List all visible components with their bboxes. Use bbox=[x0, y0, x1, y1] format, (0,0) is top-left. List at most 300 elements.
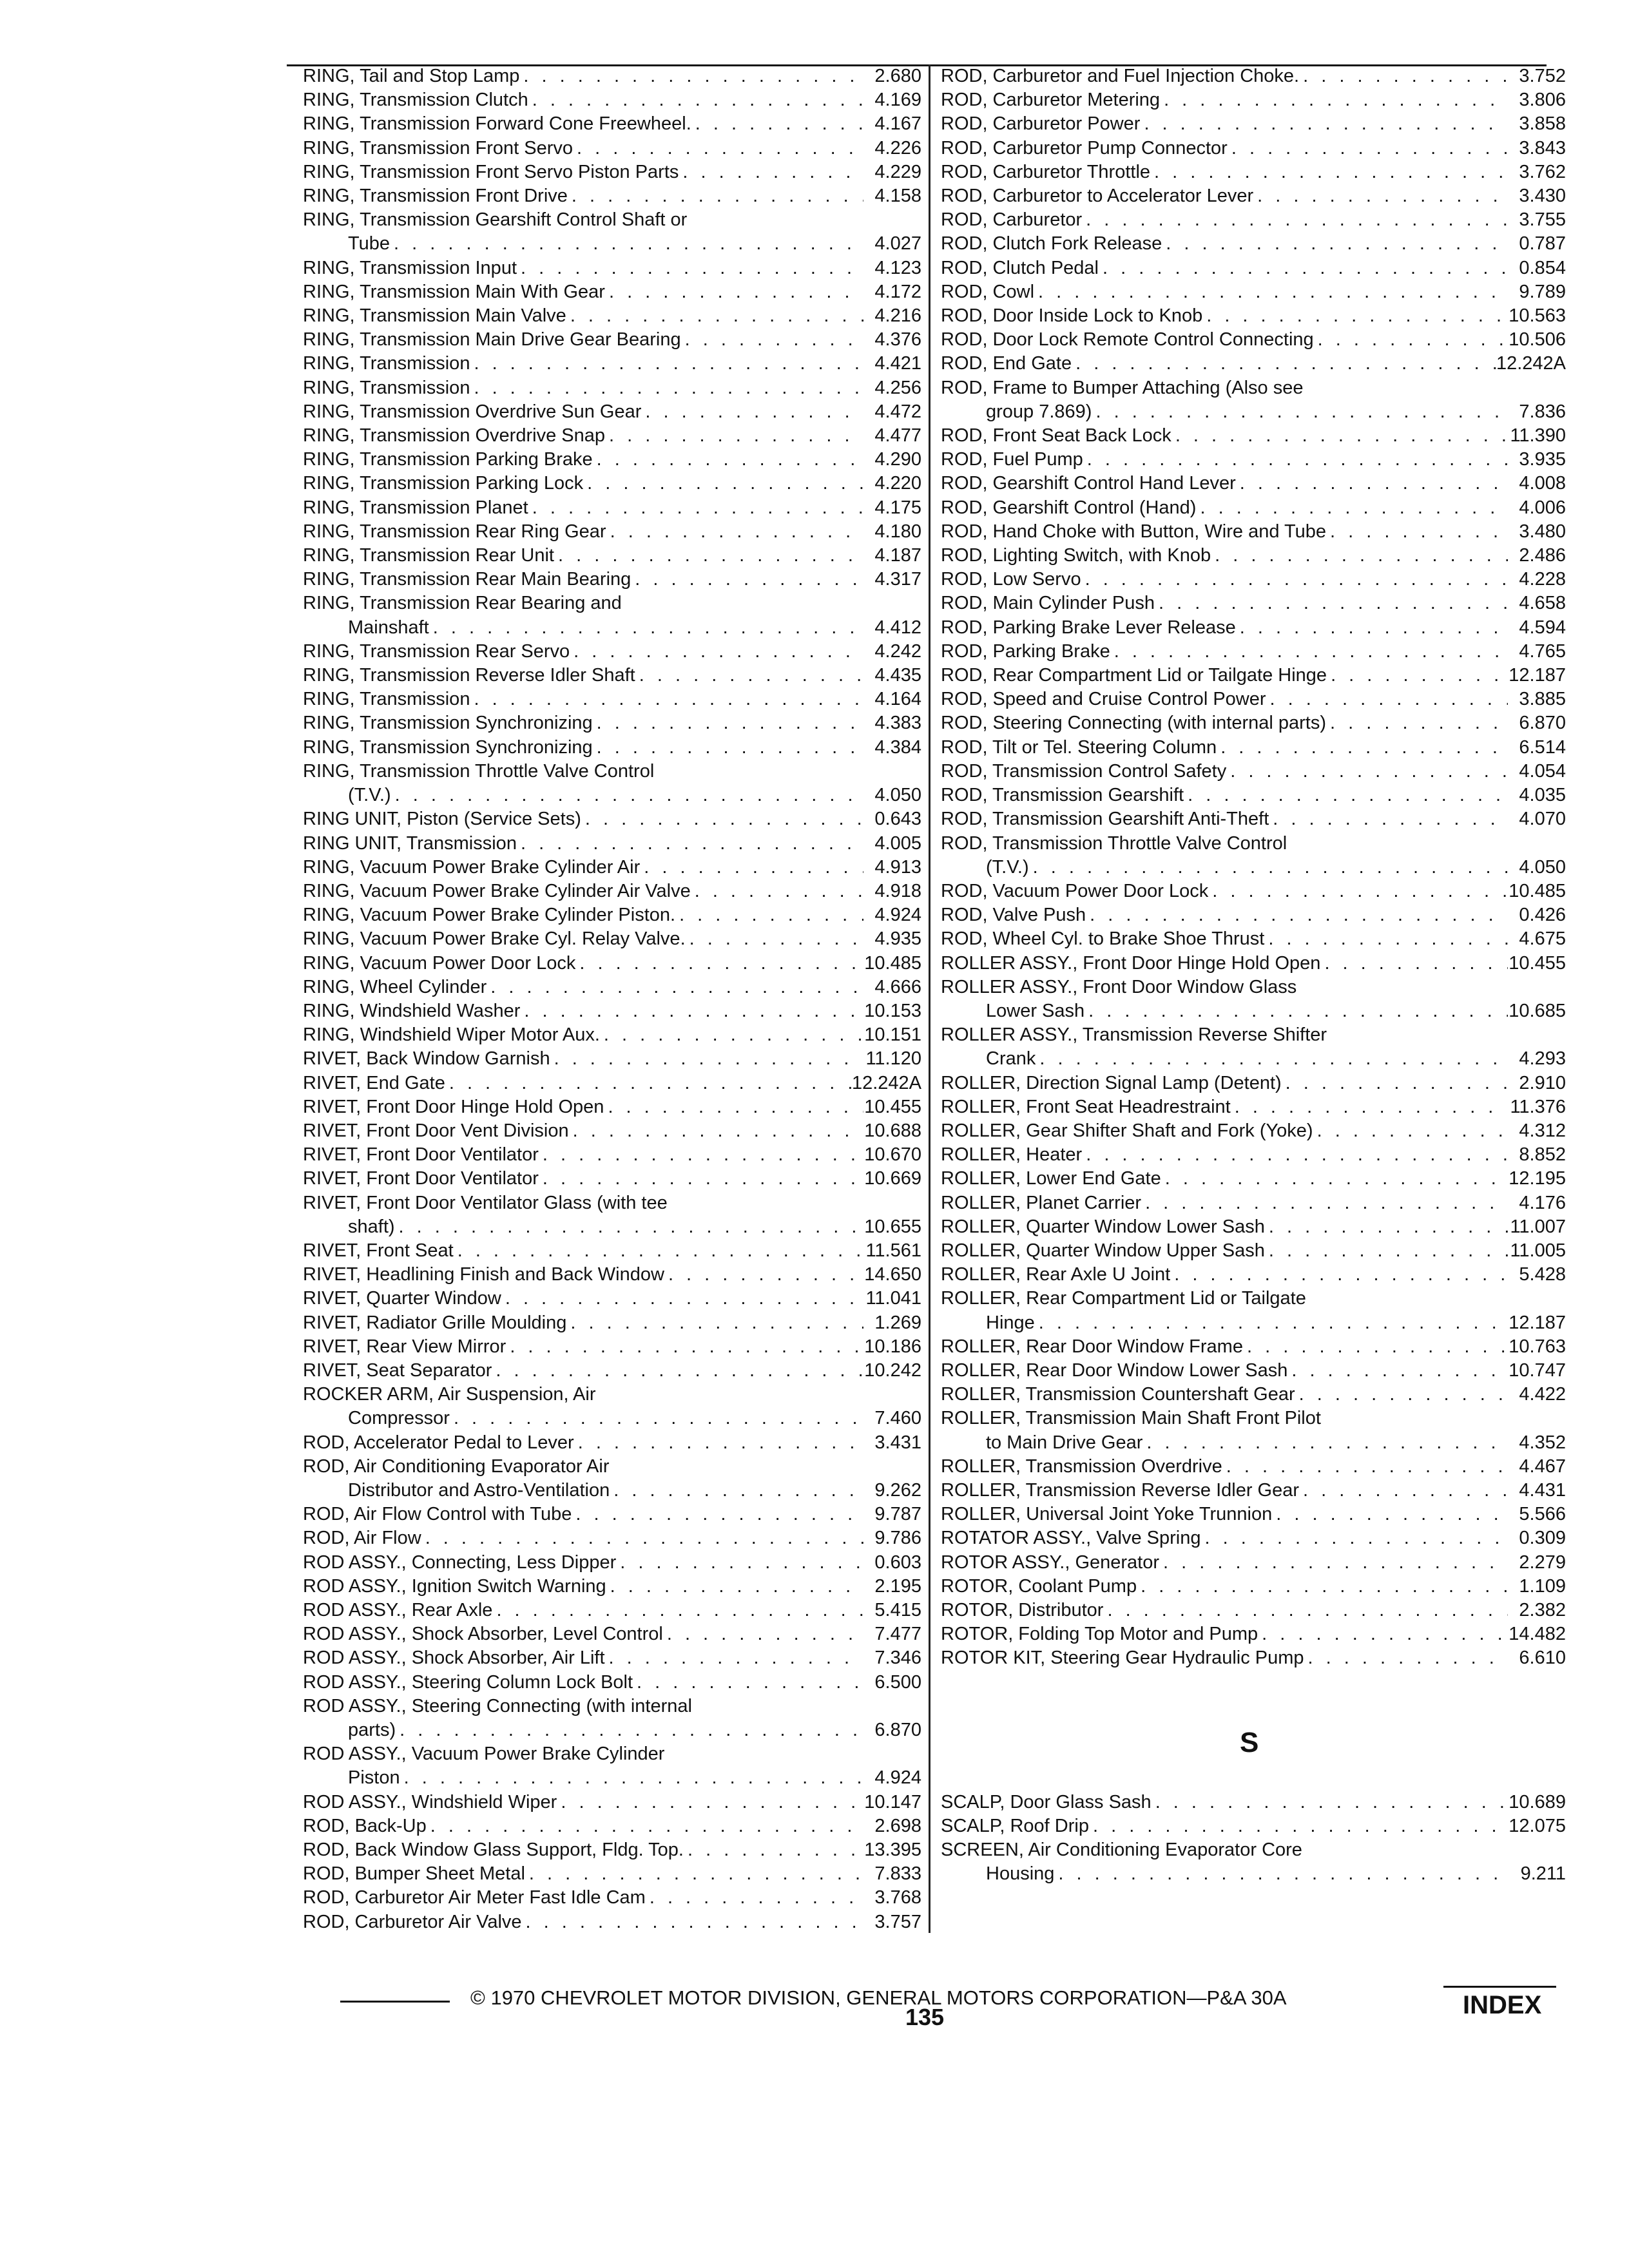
entry-text: RING, Transmission Planet bbox=[303, 497, 528, 518]
group-number: 10.455 bbox=[1509, 952, 1566, 974]
index-entry bbox=[303, 352, 921, 376]
group-number: 4.352 bbox=[1519, 1432, 1566, 1453]
entry-text: ROD, Speed and Cruise Control Power bbox=[941, 689, 1266, 710]
group-number: 5.415 bbox=[874, 1600, 921, 1620]
leader-dots bbox=[574, 1431, 863, 1455]
group-number: 6.514 bbox=[1519, 736, 1566, 758]
entry-text: RIVET, Headlining Finish and Back Window bbox=[303, 1264, 664, 1285]
entry-text: ROTOR, Distributor bbox=[941, 1600, 1104, 1620]
leader-dots bbox=[1110, 640, 1508, 664]
group-number: 4.226 bbox=[874, 137, 921, 159]
index-entry bbox=[941, 736, 1566, 760]
entry-text: RIVET, Seat Separator bbox=[303, 1360, 492, 1381]
group-number: 4.158 bbox=[874, 186, 921, 207]
leader-dots bbox=[395, 1215, 863, 1239]
group-number: 0.309 bbox=[1519, 1528, 1566, 1549]
leader-dots bbox=[1282, 1072, 1508, 1095]
entry-text: ROD, Transmission Gearshift bbox=[941, 785, 1184, 806]
index-entry bbox=[303, 184, 921, 208]
left-column bbox=[303, 64, 921, 1934]
leader-dots bbox=[572, 1503, 863, 1526]
leader-dots bbox=[1054, 1862, 1508, 1886]
index-entry bbox=[303, 64, 921, 88]
leader-dots bbox=[1326, 520, 1508, 544]
entry-text: RING, Transmission Front Servo Piston Parts bbox=[303, 161, 679, 182]
index-entry bbox=[303, 496, 921, 520]
index-entry bbox=[941, 1646, 1566, 1670]
group-number: 5.428 bbox=[1519, 1264, 1566, 1285]
group-number: 2.195 bbox=[874, 1575, 921, 1597]
entry-text: ROD, Front Seat Back Lock bbox=[941, 425, 1171, 447]
entry-continuation: group 7.869) bbox=[986, 401, 1092, 422]
entry-text: SCALP, Door Glass Sash bbox=[941, 1791, 1152, 1812]
group-number: 10.669 bbox=[864, 1168, 921, 1189]
entry-text: ROLLER, Gear Shifter Shaft and Fork (Yoke) bbox=[941, 1120, 1313, 1141]
index-label: INDEX bbox=[1463, 1991, 1542, 2019]
entry-text: ROLLER, Rear Door Window Frame bbox=[941, 1336, 1243, 1357]
entry-text: ROD ASSY., Shock Absorber, Air Lift bbox=[303, 1648, 605, 1669]
leader-dots bbox=[570, 640, 863, 664]
index-entry bbox=[941, 160, 1566, 184]
leader-dots bbox=[1314, 328, 1508, 352]
entry-text: RING, Transmission Main With Gear bbox=[303, 281, 605, 302]
leader-dots bbox=[1137, 1575, 1508, 1599]
index-entry bbox=[941, 616, 1566, 640]
group-number: 4.175 bbox=[874, 497, 921, 518]
entry-text: ROD, Main Cylinder Push bbox=[941, 593, 1155, 614]
entry-text: ROD, Parking Brake bbox=[941, 640, 1110, 662]
index-entry bbox=[941, 1095, 1566, 1119]
leader-dots bbox=[569, 1119, 863, 1143]
group-number: 9.211 bbox=[1520, 1863, 1566, 1885]
index-entry bbox=[303, 1431, 921, 1455]
leader-dots bbox=[1327, 664, 1508, 687]
entry-text: ROLLER, Rear Compartment Lid or Tailgate bbox=[941, 1288, 1306, 1309]
group-number: 3.431 bbox=[874, 1432, 921, 1453]
index-entry bbox=[303, 1599, 921, 1622]
index-entry bbox=[303, 999, 921, 1023]
index-entry bbox=[303, 256, 921, 280]
entry-text: ROTOR, Coolant Pump bbox=[941, 1575, 1137, 1597]
leader-dots bbox=[1155, 591, 1508, 615]
group-number: 4.229 bbox=[874, 161, 921, 182]
group-number: 4.008 bbox=[1519, 473, 1566, 494]
entry-text: ROD, Rear Compartment Lid or Tailgate Hinge bbox=[941, 665, 1327, 686]
index-entry bbox=[303, 832, 921, 856]
leader-dots bbox=[1161, 1167, 1508, 1191]
entry-text: ROD, Vacuum Power Door Lock bbox=[941, 880, 1209, 901]
leader-dots bbox=[646, 1886, 863, 1910]
leader-dots bbox=[1228, 137, 1508, 160]
leader-dots bbox=[605, 424, 863, 448]
leader-dots bbox=[396, 1718, 863, 1742]
entry-text: RING, Vacuum Power Door Lock bbox=[303, 952, 576, 974]
group-number: 7.460 bbox=[874, 1408, 921, 1429]
group-number: 6.870 bbox=[874, 1720, 921, 1741]
entry-text: ROD, Carburetor Pump Connector bbox=[941, 137, 1228, 159]
leader-dots bbox=[1081, 568, 1508, 591]
index-entry bbox=[303, 1551, 921, 1575]
leader-dots bbox=[604, 1095, 863, 1119]
entry-text: RING, Wheel Cylinder bbox=[303, 976, 487, 997]
leader-dots bbox=[1243, 1335, 1508, 1359]
leader-dots bbox=[470, 376, 863, 400]
leader-dots bbox=[633, 1671, 863, 1695]
leader-dots bbox=[575, 952, 863, 975]
leader-dots bbox=[1171, 424, 1508, 448]
group-number: 4.924 bbox=[874, 1767, 921, 1789]
index-entry bbox=[941, 1838, 1566, 1886]
index-entry bbox=[303, 88, 921, 112]
leader-dots bbox=[631, 568, 863, 591]
group-number: 10.242 bbox=[864, 1360, 921, 1381]
entry-text: ROD, Air Flow Control with Tube bbox=[303, 1504, 572, 1525]
entry-text: ROLLER, Direction Signal Lamp (Detent) bbox=[941, 1072, 1282, 1093]
group-number: 4.220 bbox=[874, 473, 921, 494]
group-number: 1.109 bbox=[1519, 1575, 1566, 1597]
index-entry bbox=[303, 376, 921, 400]
entry-text: ROD, Air Flow bbox=[303, 1528, 421, 1549]
group-number: 11.007 bbox=[1510, 1216, 1566, 1237]
group-number: 4.435 bbox=[874, 665, 921, 686]
entry-text: ROD ASSY., Ignition Switch Warning bbox=[303, 1575, 606, 1597]
leader-dots bbox=[429, 616, 863, 640]
index-entry bbox=[303, 1263, 921, 1287]
entry-text: ROLLER, Transmission Reverse Idler Gear bbox=[941, 1479, 1300, 1501]
index-entry bbox=[941, 1143, 1566, 1167]
group-number: 4.317 bbox=[874, 569, 921, 590]
entry-text: ROD, Transmission Control Safety bbox=[941, 760, 1227, 782]
group-number: 10.655 bbox=[864, 1216, 921, 1237]
entry-text: ROLLER, Heater bbox=[941, 1144, 1083, 1166]
group-number: 9.262 bbox=[874, 1479, 921, 1501]
index-entry bbox=[941, 687, 1566, 711]
entry-text: SCALP, Roof Drip bbox=[941, 1815, 1089, 1836]
index-entry bbox=[941, 640, 1566, 664]
index-entry bbox=[303, 1335, 921, 1359]
group-number: 4.376 bbox=[874, 329, 921, 351]
index-entry bbox=[941, 1287, 1566, 1334]
entry-text: ROD, Parking Brake Lever Release bbox=[941, 617, 1236, 638]
index-entry bbox=[303, 1575, 921, 1599]
copyright-notice: © 1970 CHEVROLET MOTOR DIVISION, GENERAL MOTORS CORPORATION—P&A 30A bbox=[470, 1986, 1287, 2009]
group-number: 3.806 bbox=[1519, 90, 1566, 111]
leader-dots bbox=[581, 807, 863, 831]
entry-text: ROD ASSY., Vacuum Power Brake Cylinder bbox=[303, 1744, 665, 1765]
entry-text: ROD ASSY., Windshield Wiper bbox=[303, 1791, 557, 1812]
group-number: 13.395 bbox=[864, 1840, 921, 1861]
group-number: 3.843 bbox=[1519, 137, 1566, 159]
spacer bbox=[941, 1766, 1566, 1790]
index-entry bbox=[941, 1526, 1566, 1550]
index-entry bbox=[941, 256, 1566, 280]
entry-text: ROD, Cowl bbox=[941, 281, 1035, 302]
entry-text: RIVET, Front Seat bbox=[303, 1240, 454, 1261]
leader-dots bbox=[1036, 1047, 1508, 1071]
entry-text: RING, Transmission Reverse Idler Shaft bbox=[303, 665, 635, 686]
leader-dots bbox=[616, 1551, 863, 1575]
group-number: 4.383 bbox=[874, 713, 921, 734]
entry-text: ROD, Accelerator Pedal to Lever bbox=[303, 1432, 574, 1453]
entry-text: RING, Windshield Washer bbox=[303, 1000, 521, 1021]
entry-continuation: Distributor and Astro-Ventilation bbox=[348, 1479, 610, 1501]
leader-dots bbox=[517, 832, 863, 856]
index-entry bbox=[303, 137, 921, 160]
group-number: 9.786 bbox=[874, 1528, 921, 1549]
leader-dots bbox=[487, 975, 863, 999]
entry-continuation: Housing bbox=[986, 1863, 1055, 1885]
entry-text: RIVET, Rear View Mirror bbox=[303, 1336, 506, 1357]
entry-text: ROD, Clutch Fork Release bbox=[941, 233, 1162, 255]
group-number: 4.312 bbox=[1519, 1120, 1566, 1141]
leader-dots bbox=[691, 112, 863, 136]
entry-text: RIVET, Front Door Ventilator bbox=[303, 1144, 539, 1166]
entry-text: RING, Transmission bbox=[303, 353, 470, 374]
leader-dots bbox=[520, 999, 863, 1023]
group-number: 6.610 bbox=[1519, 1648, 1566, 1669]
group-number: 10.763 bbox=[1509, 1336, 1566, 1357]
index-entry bbox=[303, 1646, 921, 1670]
index-entry bbox=[941, 1551, 1566, 1575]
entry-text: RIVET, Front Door Vent Division bbox=[303, 1120, 569, 1141]
leader-dots bbox=[539, 1143, 863, 1167]
index-entry bbox=[941, 591, 1566, 615]
leader-dots bbox=[1170, 1263, 1508, 1287]
index-entry bbox=[941, 280, 1566, 304]
group-number: 0.643 bbox=[874, 809, 921, 830]
entry-text: ROD, Carburetor Throttle bbox=[941, 161, 1151, 182]
group-number: 4.216 bbox=[874, 305, 921, 327]
leader-dots bbox=[539, 1167, 863, 1191]
group-number: 10.670 bbox=[864, 1144, 921, 1166]
entry-text: RING, Transmission Clutch bbox=[303, 90, 528, 111]
leader-dots bbox=[1299, 1479, 1508, 1503]
entry-text: RING, Vacuum Power Brake Cylinder Air bbox=[303, 856, 641, 878]
index-entry bbox=[941, 544, 1566, 568]
leader-dots bbox=[1326, 711, 1508, 735]
index-entry bbox=[941, 1119, 1566, 1143]
index-entry bbox=[941, 711, 1566, 735]
index-entry bbox=[303, 1167, 921, 1191]
leader-dots bbox=[1304, 1646, 1508, 1670]
leader-dots bbox=[593, 711, 863, 735]
leader-dots bbox=[1265, 1239, 1508, 1263]
leader-dots bbox=[1208, 879, 1508, 903]
leader-dots bbox=[566, 304, 863, 328]
entry-text: RIVET, End Gate bbox=[303, 1072, 445, 1093]
entry-text: RING, Transmission Front Servo bbox=[303, 137, 573, 159]
entry-text: RING, Transmission Rear Main Bearing bbox=[303, 569, 631, 590]
group-number: 0.787 bbox=[1519, 233, 1566, 255]
index-entry bbox=[303, 1742, 921, 1790]
entry-text: ROD, End Gate bbox=[941, 353, 1072, 374]
index-entry bbox=[303, 1359, 921, 1383]
leader-dots bbox=[1272, 1503, 1508, 1526]
group-number: 11.376 bbox=[1510, 1096, 1566, 1117]
group-number: 4.384 bbox=[874, 736, 921, 758]
entry-text: ROD ASSY., Steering Column Lock Bolt bbox=[303, 1671, 633, 1693]
entry-continuation: Mainshaft bbox=[348, 617, 429, 638]
entry-text: RING, Transmission Throttle Valve Control bbox=[303, 760, 655, 782]
entry-text: RING, Transmission bbox=[303, 377, 470, 398]
group-number: 4.293 bbox=[1519, 1048, 1566, 1070]
group-number: 10.151 bbox=[864, 1024, 921, 1046]
index-entry bbox=[941, 1215, 1566, 1239]
group-number: 6.500 bbox=[874, 1671, 921, 1693]
leader-dots bbox=[1092, 400, 1508, 424]
leader-dots bbox=[1196, 496, 1508, 520]
leader-dots bbox=[664, 1263, 863, 1287]
index-entry bbox=[303, 1862, 921, 1886]
index-entry bbox=[303, 1191, 921, 1239]
group-number: 10.186 bbox=[864, 1336, 921, 1357]
leader-dots bbox=[1083, 448, 1508, 472]
index-entry bbox=[941, 1814, 1566, 1838]
leader-dots bbox=[605, 280, 863, 304]
leader-dots bbox=[1162, 232, 1508, 256]
index-entry bbox=[941, 304, 1566, 328]
index-entry bbox=[941, 184, 1566, 208]
leader-dots bbox=[675, 903, 863, 927]
index-entry bbox=[941, 927, 1566, 951]
group-number: 4.228 bbox=[1519, 569, 1566, 590]
group-number: 12.195 bbox=[1509, 1168, 1566, 1189]
leader-dots bbox=[470, 687, 863, 711]
group-number: 12.242A bbox=[1496, 353, 1566, 374]
entry-text: RING, Tail and Stop Lamp bbox=[303, 66, 520, 86]
leader-dots bbox=[1084, 999, 1508, 1023]
entry-text: ROD, Carburetor to Accelerator Lever bbox=[941, 186, 1254, 207]
group-number: 4.422 bbox=[1519, 1384, 1566, 1405]
group-number: 4.005 bbox=[874, 832, 921, 854]
group-number: 10.685 bbox=[1509, 1000, 1566, 1021]
index-entry bbox=[941, 232, 1566, 256]
spacer bbox=[941, 1671, 1566, 1695]
entry-text: ROD, Low Servo bbox=[941, 569, 1081, 590]
index-entry bbox=[303, 736, 921, 760]
group-number: 7.477 bbox=[874, 1624, 921, 1645]
leader-dots bbox=[679, 160, 863, 184]
index-entry bbox=[941, 520, 1566, 544]
group-number: 4.924 bbox=[874, 905, 921, 926]
group-number: 10.688 bbox=[864, 1120, 921, 1141]
index-entry bbox=[303, 1455, 921, 1503]
leader-dots bbox=[1226, 760, 1508, 783]
index-entry bbox=[941, 88, 1566, 112]
leader-dots bbox=[1287, 1359, 1508, 1383]
index-entry bbox=[303, 1886, 921, 1910]
entry-text: ROLLER, Transmission Countershaft Gear bbox=[941, 1384, 1295, 1405]
entry-text: RING, Transmission Gearshift Control Shaft or bbox=[303, 209, 688, 231]
entry-text: RING, Transmission Main Valve bbox=[303, 305, 566, 327]
entry-text: RIVET, Radiator Grille Moulding bbox=[303, 1312, 567, 1333]
entry-text: ROLLER, Lower End Gate bbox=[941, 1168, 1161, 1189]
group-number: 11.390 bbox=[1510, 425, 1566, 447]
leader-dots bbox=[593, 448, 863, 472]
group-number: 12.187 bbox=[1509, 665, 1566, 686]
index-entry bbox=[941, 64, 1566, 88]
leader-dots bbox=[593, 736, 863, 760]
entry-text: ROD, Fuel Pump bbox=[941, 449, 1083, 470]
index-entry bbox=[303, 1119, 921, 1143]
entry-text: RING, Transmission Synchronizing bbox=[303, 736, 593, 758]
entry-text: RING, Vacuum Power Brake Cyl. Relay Valve. bbox=[303, 928, 686, 950]
leader-dots bbox=[1295, 1383, 1508, 1407]
group-number: 2.680 bbox=[874, 66, 921, 86]
index-entry bbox=[303, 208, 921, 256]
group-number: 4.666 bbox=[874, 976, 921, 997]
index-entry bbox=[941, 1575, 1566, 1599]
index-entry bbox=[941, 1479, 1566, 1503]
group-number: 4.256 bbox=[874, 377, 921, 398]
entry-text: RING, Transmission Parking Lock bbox=[303, 473, 584, 494]
entry-text: ROTOR, Folding Top Motor and Pump bbox=[941, 1624, 1258, 1645]
entry-text: RING, Transmission Rear Bearing and bbox=[303, 593, 622, 614]
entry-text: RING, Vacuum Power Brake Cylinder Piston. bbox=[303, 905, 676, 926]
index-entry bbox=[941, 1791, 1566, 1814]
entry-text: ROD, Gearshift Control Hand Lever bbox=[941, 473, 1236, 494]
index-entry bbox=[303, 856, 921, 879]
entry-text: ROD, Carburetor Air Valve bbox=[303, 1911, 522, 1932]
leader-dots bbox=[573, 137, 863, 160]
leader-dots bbox=[1141, 1191, 1508, 1215]
index-entry bbox=[941, 1191, 1566, 1215]
leader-dots bbox=[1160, 88, 1508, 112]
leader-dots bbox=[1072, 352, 1496, 376]
group-number: 12.242A bbox=[851, 1072, 921, 1093]
group-number: 4.176 bbox=[1519, 1192, 1566, 1213]
index-entry bbox=[303, 1311, 921, 1335]
leader-dots bbox=[454, 1239, 863, 1263]
group-number: 5.566 bbox=[1519, 1504, 1566, 1525]
group-number: 4.467 bbox=[1519, 1456, 1566, 1477]
index-entry bbox=[303, 1287, 921, 1311]
entry-text: ROLLER, Transmission Main Shaft Front Pilot bbox=[941, 1408, 1321, 1429]
index-entry bbox=[303, 1095, 921, 1119]
entry-text: ROLLER, Rear Axle U Joint bbox=[941, 1264, 1171, 1285]
entry-text: RIVET, Front Door Hinge Hold Open bbox=[303, 1096, 604, 1117]
leader-dots bbox=[1184, 783, 1508, 807]
group-number: 3.755 bbox=[1519, 209, 1566, 231]
group-number: 2.279 bbox=[1519, 1552, 1566, 1573]
group-number: 3.858 bbox=[1519, 113, 1566, 135]
leader-dots bbox=[606, 520, 863, 544]
leader-dots bbox=[1269, 807, 1508, 831]
group-number: 1.269 bbox=[874, 1312, 921, 1333]
group-number: 4.765 bbox=[1519, 640, 1566, 662]
leader-dots bbox=[1159, 1551, 1508, 1575]
index-entry bbox=[941, 664, 1566, 687]
group-number: 10.153 bbox=[864, 1000, 921, 1021]
index-entry bbox=[303, 400, 921, 424]
group-number: 4.658 bbox=[1519, 593, 1566, 614]
index-entry bbox=[941, 112, 1566, 136]
leader-dots bbox=[1200, 1526, 1508, 1550]
leader-dots bbox=[391, 783, 863, 807]
entry-text: ROD, Gearshift Control (Hand) bbox=[941, 497, 1197, 518]
index-entry bbox=[303, 1072, 921, 1095]
leader-dots bbox=[1320, 952, 1508, 975]
group-number: 4.164 bbox=[874, 689, 921, 710]
leader-dots bbox=[557, 1791, 863, 1814]
leader-dots bbox=[525, 1862, 863, 1886]
group-number: 6.870 bbox=[1519, 713, 1566, 734]
entry-text: ROLLER, Quarter Window Lower Sash bbox=[941, 1216, 1265, 1237]
index-entry bbox=[303, 640, 921, 664]
footer-rule-left bbox=[340, 2001, 450, 2003]
index-entry bbox=[941, 448, 1566, 472]
group-number: 4.594 bbox=[1519, 617, 1566, 638]
